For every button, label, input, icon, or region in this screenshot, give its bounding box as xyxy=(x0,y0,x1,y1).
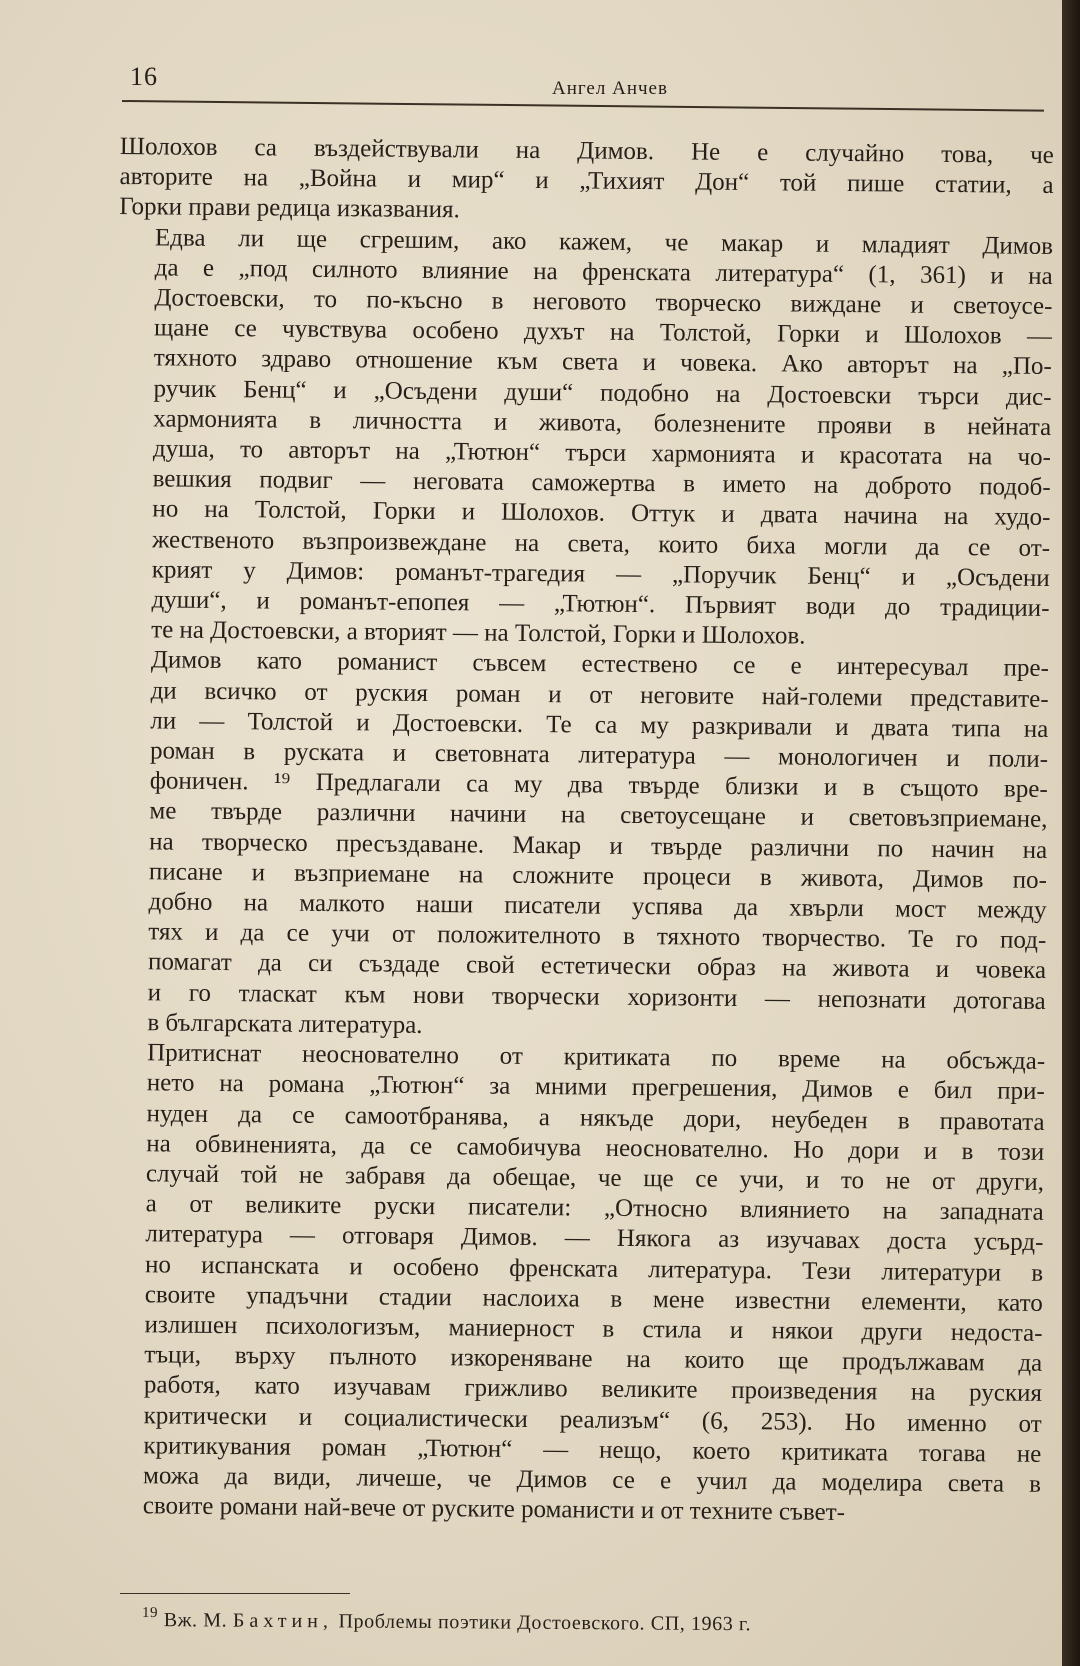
footnote-number: 19 xyxy=(141,1605,159,1622)
text-line: в българската литература. xyxy=(147,1009,423,1039)
text-line: ди всичко от руския роман и от неговите най-големи представите- xyxy=(150,676,1049,713)
text-line: щане се чувствува особено духът на Толстой, Горки и Шолохов — xyxy=(153,314,1053,351)
text-line: Достоевски, то по-късно в неговото творческо виждане и светоусе- xyxy=(154,284,1053,320)
text-line: писане и възприемане на сложните процеси в живота, Димов по- xyxy=(148,858,1047,894)
text-line: своите романи най-вече от руските романисти и от техните съвет- xyxy=(142,1492,846,1527)
text-line: но на Толстой, Горки и Шолохов. Оттук и двата начина на худо- xyxy=(152,495,1051,532)
text-line: те на Достоевски, а вторият — на Толстой, Горки и Шолохов. xyxy=(151,616,806,650)
text-line: хармонията в личността и живота, болезнените прояви в нейната xyxy=(153,405,1052,441)
text-line: Горки прави редица изказвания. xyxy=(119,193,461,224)
footnote-rule xyxy=(120,1593,350,1594)
text-line: литература — отговаря Димов. — Някога аз изучавах доста усърд- xyxy=(145,1220,1044,1257)
body-text xyxy=(107,132,1054,1530)
running-head: Ангел Анчев xyxy=(552,78,668,99)
text-line: можа да види, личеше, че Димов се е учил да моделира света в xyxy=(142,1462,1042,1498)
text-line: крият у Димов: романът-трагедия — „Поручик Бенц“ и „Осъдени xyxy=(151,556,1050,592)
text-line: Едва ли ще сгрешим, ако кажем, че макар и младият Димов xyxy=(154,223,1054,260)
text-line: помагат да си създаде свой естетически образ на живота и човека xyxy=(147,948,1047,985)
text-line: излишен психологизъм, маниерност в стила и някои други недоста- xyxy=(144,1311,1043,1347)
text-line: нето на романа „Тютюн“ за мними прегрешения, Димов е бил при- xyxy=(146,1069,1045,1106)
paragraph xyxy=(107,1038,1046,1530)
text-line: нуден да се самоотбранява, а някъде дори, неубеден в правотата xyxy=(146,1099,1045,1136)
text-line: на обвиненията, да се самобичува неоснователно. Но дори и в този xyxy=(146,1130,1045,1166)
footnote-prefix: Вж. М. xyxy=(163,1609,228,1632)
footnote xyxy=(141,1605,752,1636)
text-line: ли — Толстой и Достоевски. Те са му разкривали и двата типа на xyxy=(150,707,1049,743)
paragraph xyxy=(111,645,1049,1047)
text-line: тяхното здраво отношение към света и човека. Ако авторът на „По- xyxy=(153,344,1052,381)
text-line: души“, и романът-епопея — „Тютюн“. Първият води до традиции- xyxy=(151,586,1050,622)
text-line: на творческо пресъздаване. Макар и твърде различни по начин на xyxy=(149,827,1048,864)
text-line: а от великите руски писатели: „Относно влиянието на западната xyxy=(145,1190,1044,1227)
text-line: тях и да се учи от положителното в тяхното творчество. Те го под- xyxy=(148,918,1047,955)
text-line: и го тласкат към нови творчески хоризонти — непознати дотогава xyxy=(147,978,1046,1015)
footnote-author: Бахтин, xyxy=(232,1609,333,1633)
footnote-reference: Проблемы поэтики Достоевского. СП, 1963 г. xyxy=(338,1610,752,1636)
text-line: критически и социалистически реализъм“ (6, 253). Но именно от xyxy=(143,1401,1042,1438)
text-line: фоничен. ¹⁹ Предлагали са му два твърде близки и в същото вре- xyxy=(149,767,1048,804)
text-line: критикувания роман „Тютюн“ — нещо, което критиката тогава не xyxy=(143,1432,1042,1468)
text-line: своите упадъчни стадии наслоиха в мене известни елементи, като xyxy=(144,1281,1043,1317)
text-line: жественото възпроизвеждане на света, които биха могли да се от- xyxy=(151,525,1051,562)
header-rule xyxy=(122,100,1044,112)
book-spine xyxy=(1062,0,1080,1666)
text-line: да е „под силното влияние на френската литература“ (1, 361) и на xyxy=(154,254,1053,290)
text-line: случай той не забравя да обещае, че ще се учи, и то не от други, xyxy=(145,1160,1045,1196)
text-line: вешкия подвиг — неговата саможертва в името на доброто подоб- xyxy=(152,465,1051,502)
page-number: 16 xyxy=(130,62,158,91)
text-line: роман в руската и световната литература — монологичен и поли- xyxy=(149,737,1049,773)
text-line: тъци, върху пълното изкореняване на които ще продължавам да xyxy=(144,1341,1043,1378)
text-line: добно на малкото наши писатели успява да хвърли мост между xyxy=(148,888,1047,925)
text-line: работя, като изучавам грижливо великите произведения на руския xyxy=(143,1371,1043,1408)
paragraph xyxy=(115,223,1053,655)
text-line: ме твърде различни начини на светоусещане и световъзприемане, xyxy=(149,797,1048,834)
text-line: душа, то авторът на „Тютюн“ търси хармонията и красотата на чо- xyxy=(152,435,1052,471)
text-line: но испанската и особено френската литература. Тези литератури в xyxy=(145,1250,1044,1287)
text-line: ручик Бенц“ и „Осъдени души“ подобно на Достоевски търси дис- xyxy=(153,374,1052,411)
text-line: Димов като романист съвсем естествено се е интересувал пре- xyxy=(150,646,1050,683)
text-line: Шолохов са въздействували на Димов. Не е случайно това, че xyxy=(119,132,1054,169)
paragraph xyxy=(119,132,1054,232)
text-line: авторите на „Война и мир“ и „Тихият Дон“ той пише статии, а xyxy=(119,163,1054,200)
text-line: Притиснат неоснователно от критиката по време на обсъжда- xyxy=(147,1039,1046,1076)
